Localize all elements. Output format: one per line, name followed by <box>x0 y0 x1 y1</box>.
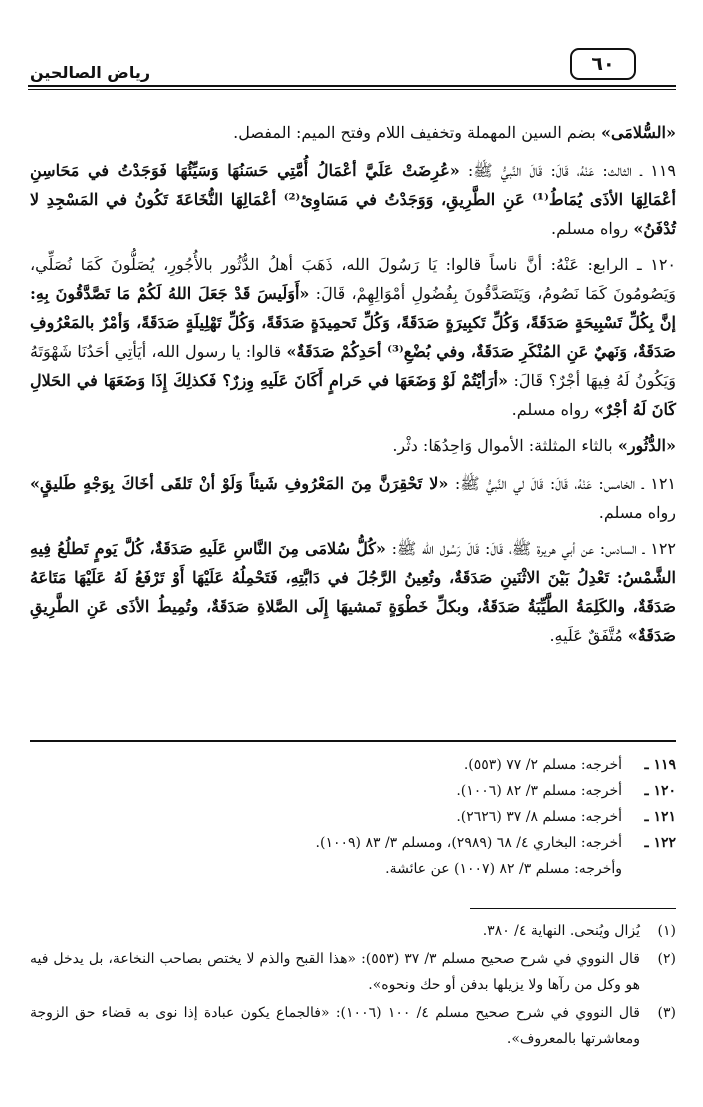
hadith-quote: «كُلُّ سُلامَى مِنَ النَّاسِ عَلَيهِ صَدَقَةٌ، كُلَّ يَومٍ تَطلُعُ فِيهِ الشَّمْسُ: تَعْدِلُ بَيْنَ الاثْنَينِ صَدَقَةٌ، وتُعِينُ الرَّجُلَ في دَابَّتِهِ، فَتَحْمِلُهُ عَلَيْهَا أَوْ تَرْفَعُ لَهُ عَلَيْهَا مَتَاعَهُ صَدَقَةٌ، والكَلِمَةُ الطَّيِّبَةُ صَدَقَةٌ، وبكلِّ خَطْوَةٍ تَمشيهَا إِلَى الصَّلاةِ صَدَقَةٌ، وتُمِيطُ الأذَى عَنِ الطَّرِيقِ صَدَقَةٌ» <box>30 539 676 645</box>
hadith-121 <box>30 469 676 527</box>
hadith-source: رواه مسلم. <box>511 400 594 419</box>
footnote-divider <box>470 908 676 909</box>
takhrij-row <box>200 830 676 856</box>
footnote-text: قال النووي في شرح صحيح مسلم ٤/ ١٠٠ (١٠٠٦): «فالجماع يكون عبادة إذا نوى به قضاء حق الزوجة ومعاشرتها بالمعروف». <box>30 1005 640 1047</box>
takhrij-number: ١١٩ ـ <box>644 757 676 773</box>
main-text <box>30 118 676 657</box>
takhrij-text: أخرجه: مسلم ٨/ ٣٧ (٢٦٢٦). <box>456 809 622 825</box>
hadith-source: رواه مسلم. <box>550 219 634 238</box>
term-label: «السُّلامَى» <box>600 123 676 142</box>
takhrij-row <box>200 778 676 804</box>
takhrij-text: أخرجه: البخاري ٤/ ٦٨ (٢٩٨٩)، ومسلم ٣/ ٨٣ (١٠٠٩). <box>315 835 622 851</box>
takhrij-number: ١٢٠ ـ <box>644 783 676 799</box>
footnote-text: قال النووي في شرح صحيح مسلم ٣/ ٣٧ (٥٥٣): «هذا القبح والذم لا يختص بصاحب النخاعة، بل يدخل فيه هو وكل من رآها ولا يزيلها بدفن أو حك ونحوه». <box>30 951 640 993</box>
hadith-120 <box>30 250 676 424</box>
takhrij-text: أخرجه: مسلم ٢/ ٧٧ (٥٥٣). <box>463 757 622 773</box>
takhrij-number: ١٢٢ ـ <box>644 835 676 851</box>
footnotes <box>30 918 676 1054</box>
takhrij-number: ١٢١ ـ <box>644 809 676 825</box>
takhrij-row <box>200 804 676 830</box>
footnote-number: (٣) <box>657 1005 676 1021</box>
hadith-quote: «لا تَحْقِرَنَّ مِنَ المَعْرُوفِ شَيئاً وَلَوْ أنْ تَلقَى أخَاكَ بِوَجْهٍ طَليقٍ» <box>30 474 449 493</box>
duthur-note <box>30 431 676 460</box>
footnote <box>30 1000 676 1052</box>
footnote <box>30 918 676 944</box>
footnote <box>30 946 676 998</box>
header-rule <box>28 85 676 87</box>
takhrij-row <box>200 752 676 778</box>
hadith-intro: ١٢٠ ـ الرابع: عَنْهُ: أنَّ ناساً قالوا: يَا رَسُولَ الله، ذَهَبَ أهلُ الدُّثُور بالأُجُورِ، يُصَلُّونَ كَمَا نُصَلِّي، وَيَصُومُونَ كَمَا نَصُومُ، وَيَتَصَدَّقُونَ بِفُضُولِ أمْوَالِهِمْ، قَالَ: <box>30 255 676 303</box>
hadith-quote: «أَوَلَيسَ قَدْ جَعَلَ اللهُ لَكُمْ مَا تَصَّدَّقُونَ بِهِ: إنَّ بِكُلِّ تَسْبِيحَةٍ صَدَقَةً، وَكُلِّ تَكبِيرَةٍ صَدَقَةً، وَكُلِّ تَحمِيدَةٍ صَدَقَةً، وَكُلِّ تَهْلِيلَةٍ صَدَقَةً، وَأمْرٌ بالمَعْرُوفِ صَدَقَةٌ، وَنَهيٌ عَنِ المُنْكَرِ صَدَقَةٌ، وفي بُضْعِ⁽³⁾ أحَدِكُمْ صَدَقَةٌ» <box>30 284 677 361</box>
hadith-source: رواه مسلم. <box>598 503 676 522</box>
book-title: رياض الصالحين <box>30 63 151 82</box>
term-label: «الدُّثُور» <box>617 436 676 455</box>
header-rule-thin <box>28 89 676 90</box>
takhrij-text: وأخرجه: مسلم ٣/ ٨٢ (١٠٠٧) عن عائشة. <box>385 861 622 877</box>
hadith-119 <box>30 156 676 243</box>
hadith-intro: ١٢١ ـ الخامس: عَنْهُ، قَالَ: قَالَ لي النَّبيُّ ﷺ: <box>448 474 676 493</box>
hadith-source: مُتَّفَقٌ عَلَيهِ. <box>549 626 628 645</box>
hadith-quote-2: «أرَأيْتُمْ لَوْ وَضَعَهَا في حَرامٍ أَكَانَ عَلَيهِ وِزرٌ؟ فَكذلِكَ إِذَا وَضَعَهَا في الحَلالِ كَانَ لَهُ أجْرٌ» <box>30 371 676 419</box>
sulama-note <box>30 118 676 147</box>
page-header <box>0 0 703 96</box>
takhrij-row <box>200 856 676 882</box>
hadith-quote: «عُرِضَتْ عَلَيَّ أعْمَالُ أُمَّتِي حَسَنُهَا وَسَيِّئُهَا فَوَجَدْتُ في مَحَاسِنِ أعْمَالِهَا الأذَى يُمَاطُ⁽¹⁾ عَنِ الطَّرِيقِ، وَوَجَدْتُ في مَسَاوِئ⁽²⁾ أعْمَالِهَا النُّخَاعَةَ تَكُونُ في المَسْجِدِ لا تُدْفَنُ» <box>30 161 676 238</box>
term-explanation: بضم السين المهملة وتخفيف اللام وفتح الميم: المفصل. <box>233 123 601 142</box>
hadith-122 <box>30 534 676 650</box>
page-number: ٦٠ <box>570 48 636 80</box>
term-explanation: بالثاء المثلثة: الأموال وَاحِدُهَا: دثْر. <box>392 436 618 455</box>
hadith-dialogue: قالوا: يا رسول الله، أيَأتِي أحَدُنَا شَهْوَتَهُ وَيَكُونُ لَهُ فِيهَا أجْرٌ؟ قَالَ: <box>30 342 676 390</box>
footnote-number: (١) <box>657 923 676 939</box>
footnote-text: يُزال ويُنحى. النهاية ٤/ ٣٨٠. <box>482 923 640 939</box>
hadith-intro: ١١٩ ـ الثالث: عَنْهُ، قَالَ: قَالَ النَّبيُّ ﷺ: <box>459 161 676 180</box>
takhrij-text: أخرجه: مسلم ٣/ ٨٢ (١٠٠٦). <box>456 783 622 799</box>
hadith-intro: ١٢٢ ـ السادس: عن أبي هريرة ﷺ، قَالَ: قَالَ رَسُول الله ﷺ: <box>385 539 676 558</box>
section-divider <box>30 740 676 742</box>
footnote-number: (٢) <box>657 951 676 967</box>
takhrij-list <box>200 752 676 882</box>
